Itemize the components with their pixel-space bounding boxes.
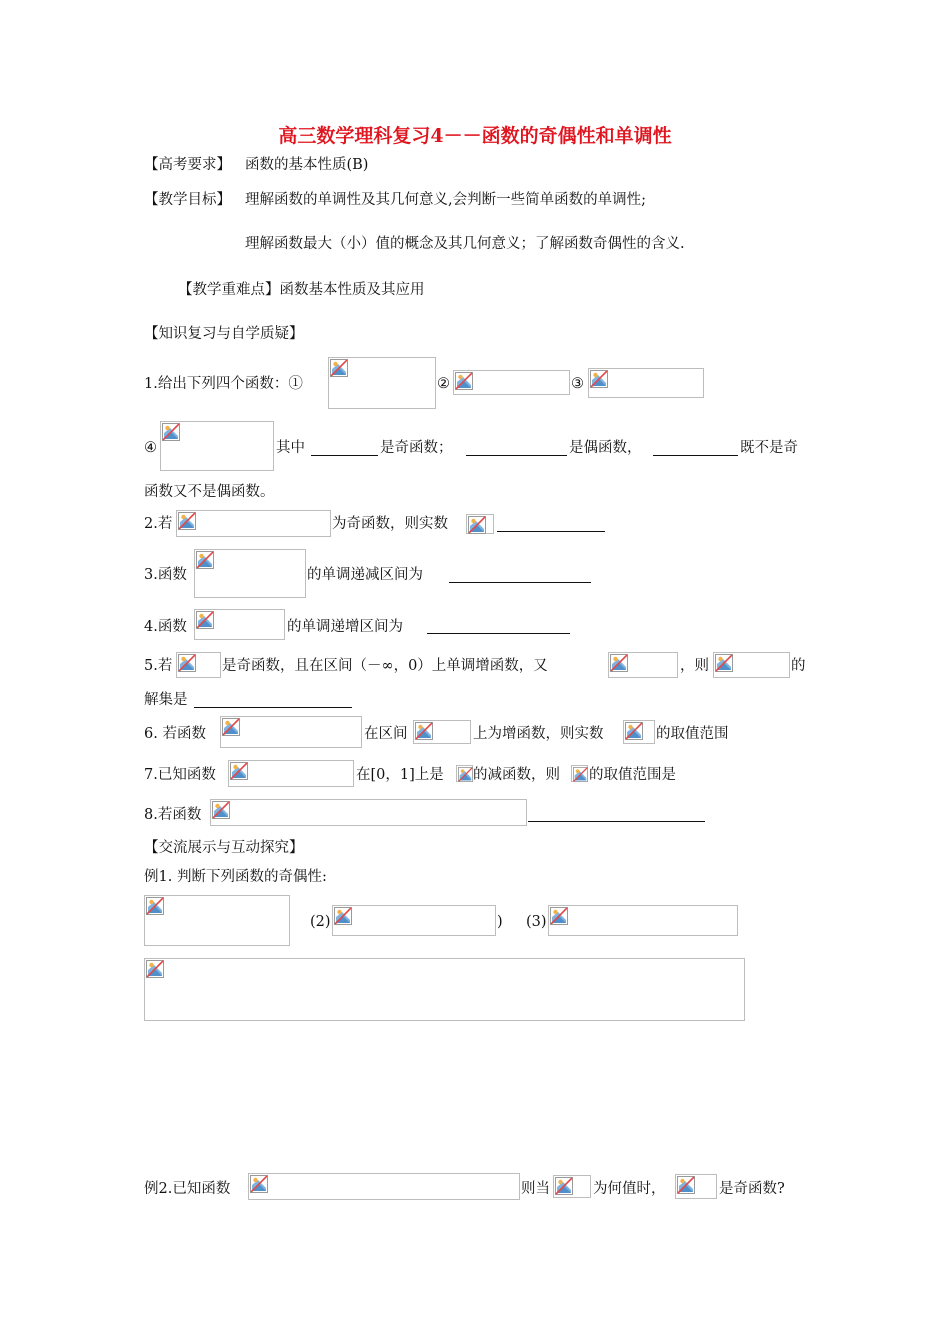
image-placeholder-icon [468,516,486,534]
formula-image [453,370,570,395]
image-placeholder-icon [178,512,196,530]
image-placeholder-icon [715,654,733,672]
image-placeholder-icon [573,767,588,782]
q7-text-d: 的取值范围是 [589,767,676,783]
ex1-part-2: (2) [310,914,331,930]
key-points: 【教学重难点】函数基本性质及其应用 [178,282,425,298]
formula-image [328,357,436,409]
formula-image [176,510,331,537]
ex1-part-3: (3) [526,914,547,930]
formula-image [608,652,678,678]
q7-text-c: 的减函数，则 [473,767,560,783]
q5-text-c: ，则 [680,658,709,674]
formula-image [571,765,588,782]
formula-image [144,895,290,946]
image-placeholder-icon [330,359,348,377]
formula-image [456,765,473,782]
image-placeholder-icon [334,907,352,925]
q7-text-a: 7.已知函数 [144,767,216,783]
q8-text-a: 8.若函数 [144,807,202,823]
formula-image [220,716,362,748]
formula-image [210,799,527,826]
goal-text-2: 理解函数最大（小）值的概念及其几何意义；了解函数奇偶性的含义. [245,236,685,252]
q6-text-c: 上为增函数，则实数 [473,726,604,742]
ex1-close-paren: ) [497,914,503,930]
q1-marker-2: ② [437,376,450,392]
q6-text-d: 的取值范围 [656,726,729,742]
formula-image [248,1173,520,1200]
q1-line-2: 函数又不是偶函数。 [144,484,275,500]
formula-image [675,1174,717,1199]
q1-text-2: 是奇函数； [380,440,453,456]
image-placeholder-icon [250,1175,268,1193]
formula-image [713,652,790,678]
formula-image [228,760,354,787]
formula-image [553,1175,591,1198]
exam-req-text: 函数的基本性质(B) [245,157,369,173]
answer-blank[interactable] [449,582,591,583]
image-placeholder-icon [162,423,180,441]
goal-label: 【教学目标】 [144,192,231,208]
answer-blank[interactable] [653,455,738,456]
formula-image [332,905,496,936]
ex2-text-b: 则当 [521,1181,550,1197]
image-placeholder-icon [146,960,164,978]
image-placeholder-icon [550,907,568,925]
formula-image [144,958,745,1021]
q1-text-4: 既不是奇 [740,440,798,456]
image-placeholder-icon [230,762,248,780]
q5-text-d: 的 [791,658,806,674]
q2-text-a: 2.若 [144,516,173,532]
formula-image [194,549,306,598]
exam-req-label: 【高考要求】 [144,157,231,173]
image-placeholder-icon [458,767,473,782]
image-placeholder-icon [196,611,214,629]
q1-text-3: 是偶函数， [569,440,642,456]
image-placeholder-icon [196,551,214,569]
answer-blank[interactable] [194,707,352,708]
answer-blank[interactable] [497,531,605,532]
q5-text-e: 解集是 [144,692,188,708]
review-label: 【知识复习与自学质疑】 [144,326,304,342]
formula-image [623,720,655,744]
q2-text-b: 为奇函数，则实数 [332,516,448,532]
answer-blank[interactable] [528,821,705,822]
q3-text-a: 3.函数 [144,567,187,583]
q6-text-b: 在区间 [364,726,408,742]
q6-text-a: 6. 若函数 [144,726,206,742]
q3-text-b: 的单调递减区间为 [307,567,423,583]
q5-text-b: 是奇函数，且在区间（－∞，0）上单调增函数，又 [222,658,548,674]
q4-text-a: 4.函数 [144,619,187,635]
formula-image [548,905,738,936]
q7-text-b: 在[0，1]上是 [356,767,444,783]
answer-blank[interactable] [311,455,378,456]
formula-image [194,609,285,640]
image-placeholder-icon [178,654,196,672]
q1-marker-4: ④ [144,440,157,456]
ex2-text-a: 例2.已知函数 [144,1181,231,1197]
formula-image [176,652,221,678]
q1-text-1: 其中 [276,440,305,456]
image-placeholder-icon [555,1177,573,1195]
image-placeholder-icon [677,1176,695,1194]
document-title: 高三数学理科复习4－－函数的奇偶性和单调性 [278,125,672,147]
ex2-text-c: 为何值时， [593,1181,666,1197]
q1-lead: 1.给出下列四个函数：① [144,376,303,392]
image-placeholder-icon [415,722,433,740]
image-placeholder-icon [455,372,473,390]
q4-text-b: 的单调递增区间为 [287,619,403,635]
exchange-label: 【交流展示与互动探究】 [144,840,304,856]
goal-text-1: 理解函数的单调性及其几何意义,会判断一些简单函数的单调性; [245,192,646,208]
answer-blank[interactable] [427,633,570,634]
q5-text-a: 5.若 [144,658,173,674]
image-placeholder-icon [590,370,608,388]
formula-image [413,720,471,744]
image-placeholder-icon [625,722,643,740]
ex1-lead: 例1. 判断下列函数的奇偶性: [144,869,327,885]
image-placeholder-icon [222,718,240,736]
formula-image [588,368,704,398]
formula-image [466,514,494,534]
formula-image [160,421,274,471]
image-placeholder-icon [212,801,230,819]
q1-marker-3: ③ [571,376,584,392]
image-placeholder-icon [146,897,164,915]
answer-blank[interactable] [466,455,567,456]
image-placeholder-icon [610,654,628,672]
ex2-text-d: 是奇函数? [719,1181,785,1197]
